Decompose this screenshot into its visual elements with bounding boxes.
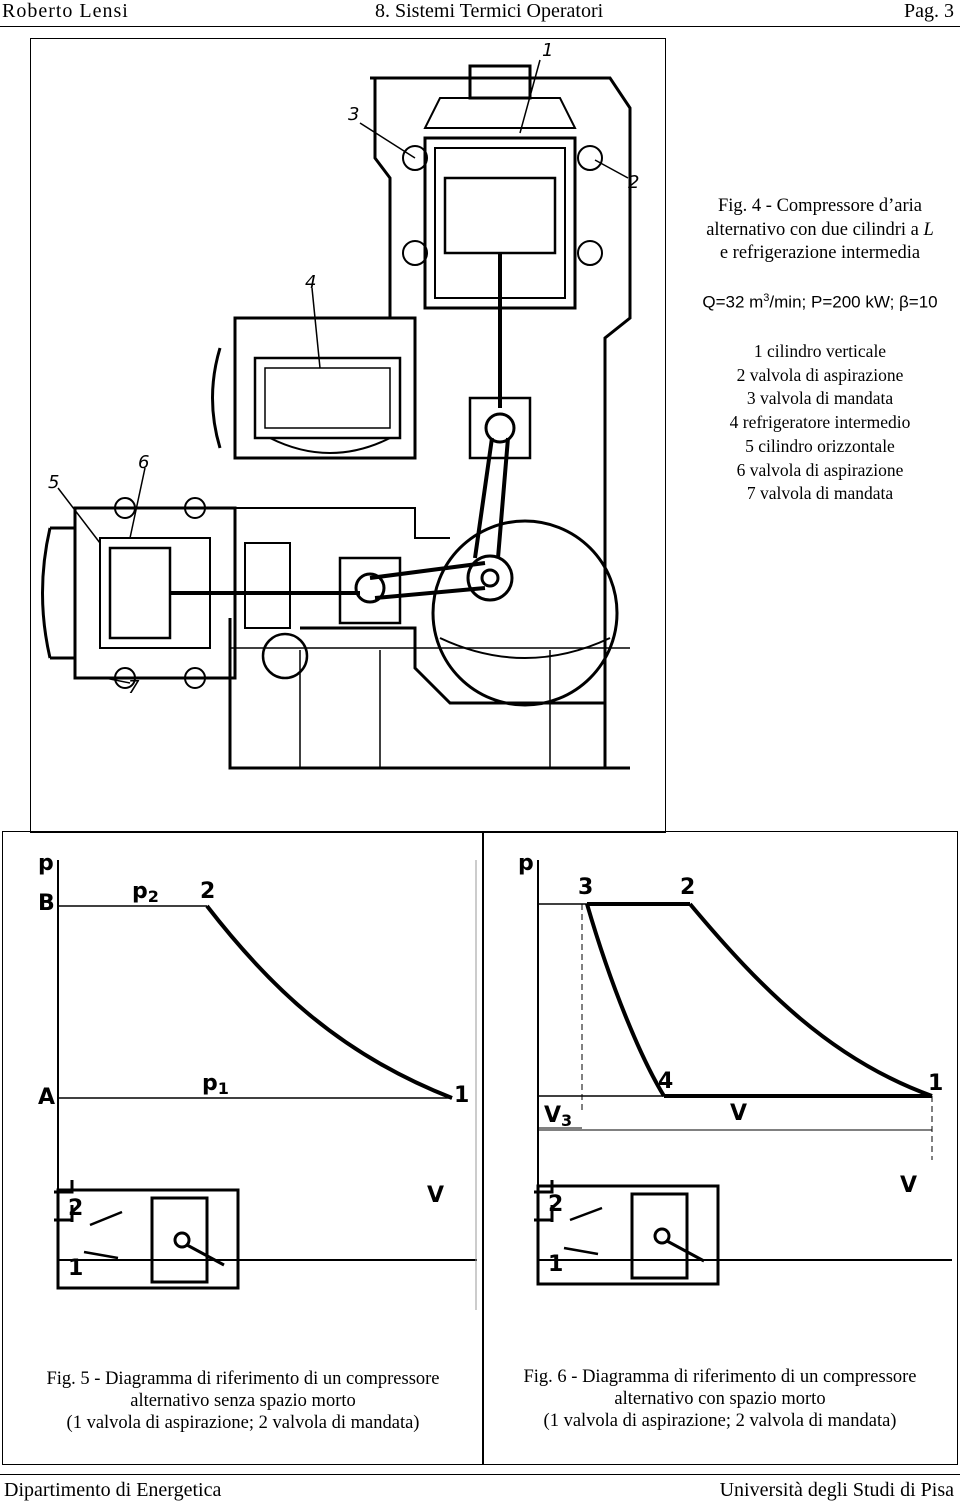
page-header	[0, 0, 960, 26]
fig5-label-p1: p1	[202, 1071, 229, 1098]
fig5-point-2: 2	[200, 879, 216, 904]
fig5-axis-v: V	[427, 1183, 445, 1208]
legend-item: 6 valvola di aspirazione	[736, 459, 904, 480]
fig4-label-4: 4	[305, 272, 317, 293]
fig6-caption-line1: Fig. 6 - Diagramma di riferimento di un compressore	[523, 1367, 917, 1387]
fig5-caption	[6, 1368, 480, 1434]
fig6-axis-v: V	[900, 1173, 918, 1198]
fig5-caption-line2: alternativo senza spazio morto	[130, 1391, 356, 1411]
fig6-label-v: V	[730, 1101, 748, 1126]
fig5-axis-p: p	[38, 851, 54, 876]
fig4-caption-line3: e refrigerazione intermedia	[719, 243, 921, 263]
footer-left: Dipartimento di Energetica	[4, 1479, 222, 1501]
footer-right: Università degli Studi di Pisa	[719, 1479, 954, 1501]
fig4-label-6: 6	[138, 452, 150, 473]
fig4-label-1: 1	[542, 40, 554, 61]
legend-item: 3 valvola di mandata	[746, 388, 894, 409]
fig4-caption-line2: alternativo con due cilindri a L	[706, 219, 934, 240]
header-chapter: 8. Sistemi Termici Operatori	[375, 0, 604, 22]
fig4-label-2: 2	[628, 172, 640, 193]
fig5-label-A: A	[38, 1085, 56, 1110]
fig6-caption-line3: (1 valvola di aspirazione; 2 valvola di mandata)	[543, 1411, 897, 1431]
header-page: Pag. 3	[904, 0, 954, 22]
fig6-valve-2: 2	[548, 1192, 564, 1217]
fig4-caption-italic: L	[923, 219, 934, 240]
fig4-caption-line1: Fig. 4 - Compressore d’aria	[718, 196, 922, 216]
fig4-label-5: 5	[48, 472, 60, 493]
compressor-drawing	[30, 38, 666, 833]
fig6-point-3: 3	[578, 875, 594, 900]
fig6-caption-line2: alternativo con spazio morto	[614, 1389, 826, 1409]
fig6-point-4: 4	[658, 1069, 674, 1094]
fig4-caption	[680, 195, 960, 266]
fig6-point-1: 1	[928, 1071, 944, 1096]
fig5-label-B: B	[38, 891, 55, 916]
legend-item: 1 cilindro verticale	[753, 341, 887, 361]
fig4-legend	[680, 340, 960, 506]
legend-item: 2 valvola di aspirazione	[736, 364, 904, 385]
fig5-caption-line1: Fig. 5 - Diagramma di riferimento di un compressore	[46, 1369, 440, 1389]
legend-item: 4 refrigeratore intermedio	[729, 412, 911, 433]
legend-item: 7 valvola di mandata	[746, 483, 894, 504]
header-rule	[0, 26, 960, 27]
fig5-valve-1: 1	[68, 1256, 84, 1281]
fig6-point-2: 2	[680, 875, 696, 900]
fig4-spec: Q=32 $m^3/\min$; P=200 kW; β=10	[702, 292, 938, 312]
fig6-label-v3: V3	[544, 1103, 573, 1130]
fig5-valve-2: 2	[68, 1196, 84, 1221]
fig6-axis-p: p	[518, 851, 534, 876]
footer-rule	[0, 1474, 960, 1475]
fig6-caption	[484, 1366, 956, 1432]
fig4-label-3: 3	[348, 104, 360, 125]
header-author: Roberto Lensi	[2, 0, 129, 22]
fig5-diagram	[2, 840, 482, 1310]
fig4-label-7: 7	[128, 677, 140, 698]
fig6-diagram	[482, 840, 958, 1310]
legend-item: 5 cilindro orizzontale	[745, 435, 895, 456]
fig6-valve-1: 1	[548, 1252, 564, 1277]
fig5-point-1: 1	[454, 1083, 470, 1108]
fig5-caption-line3: (1 valvola di aspirazione; 2 valvola di mandata)	[66, 1413, 420, 1433]
fig5-label-p2: p2	[132, 879, 159, 906]
